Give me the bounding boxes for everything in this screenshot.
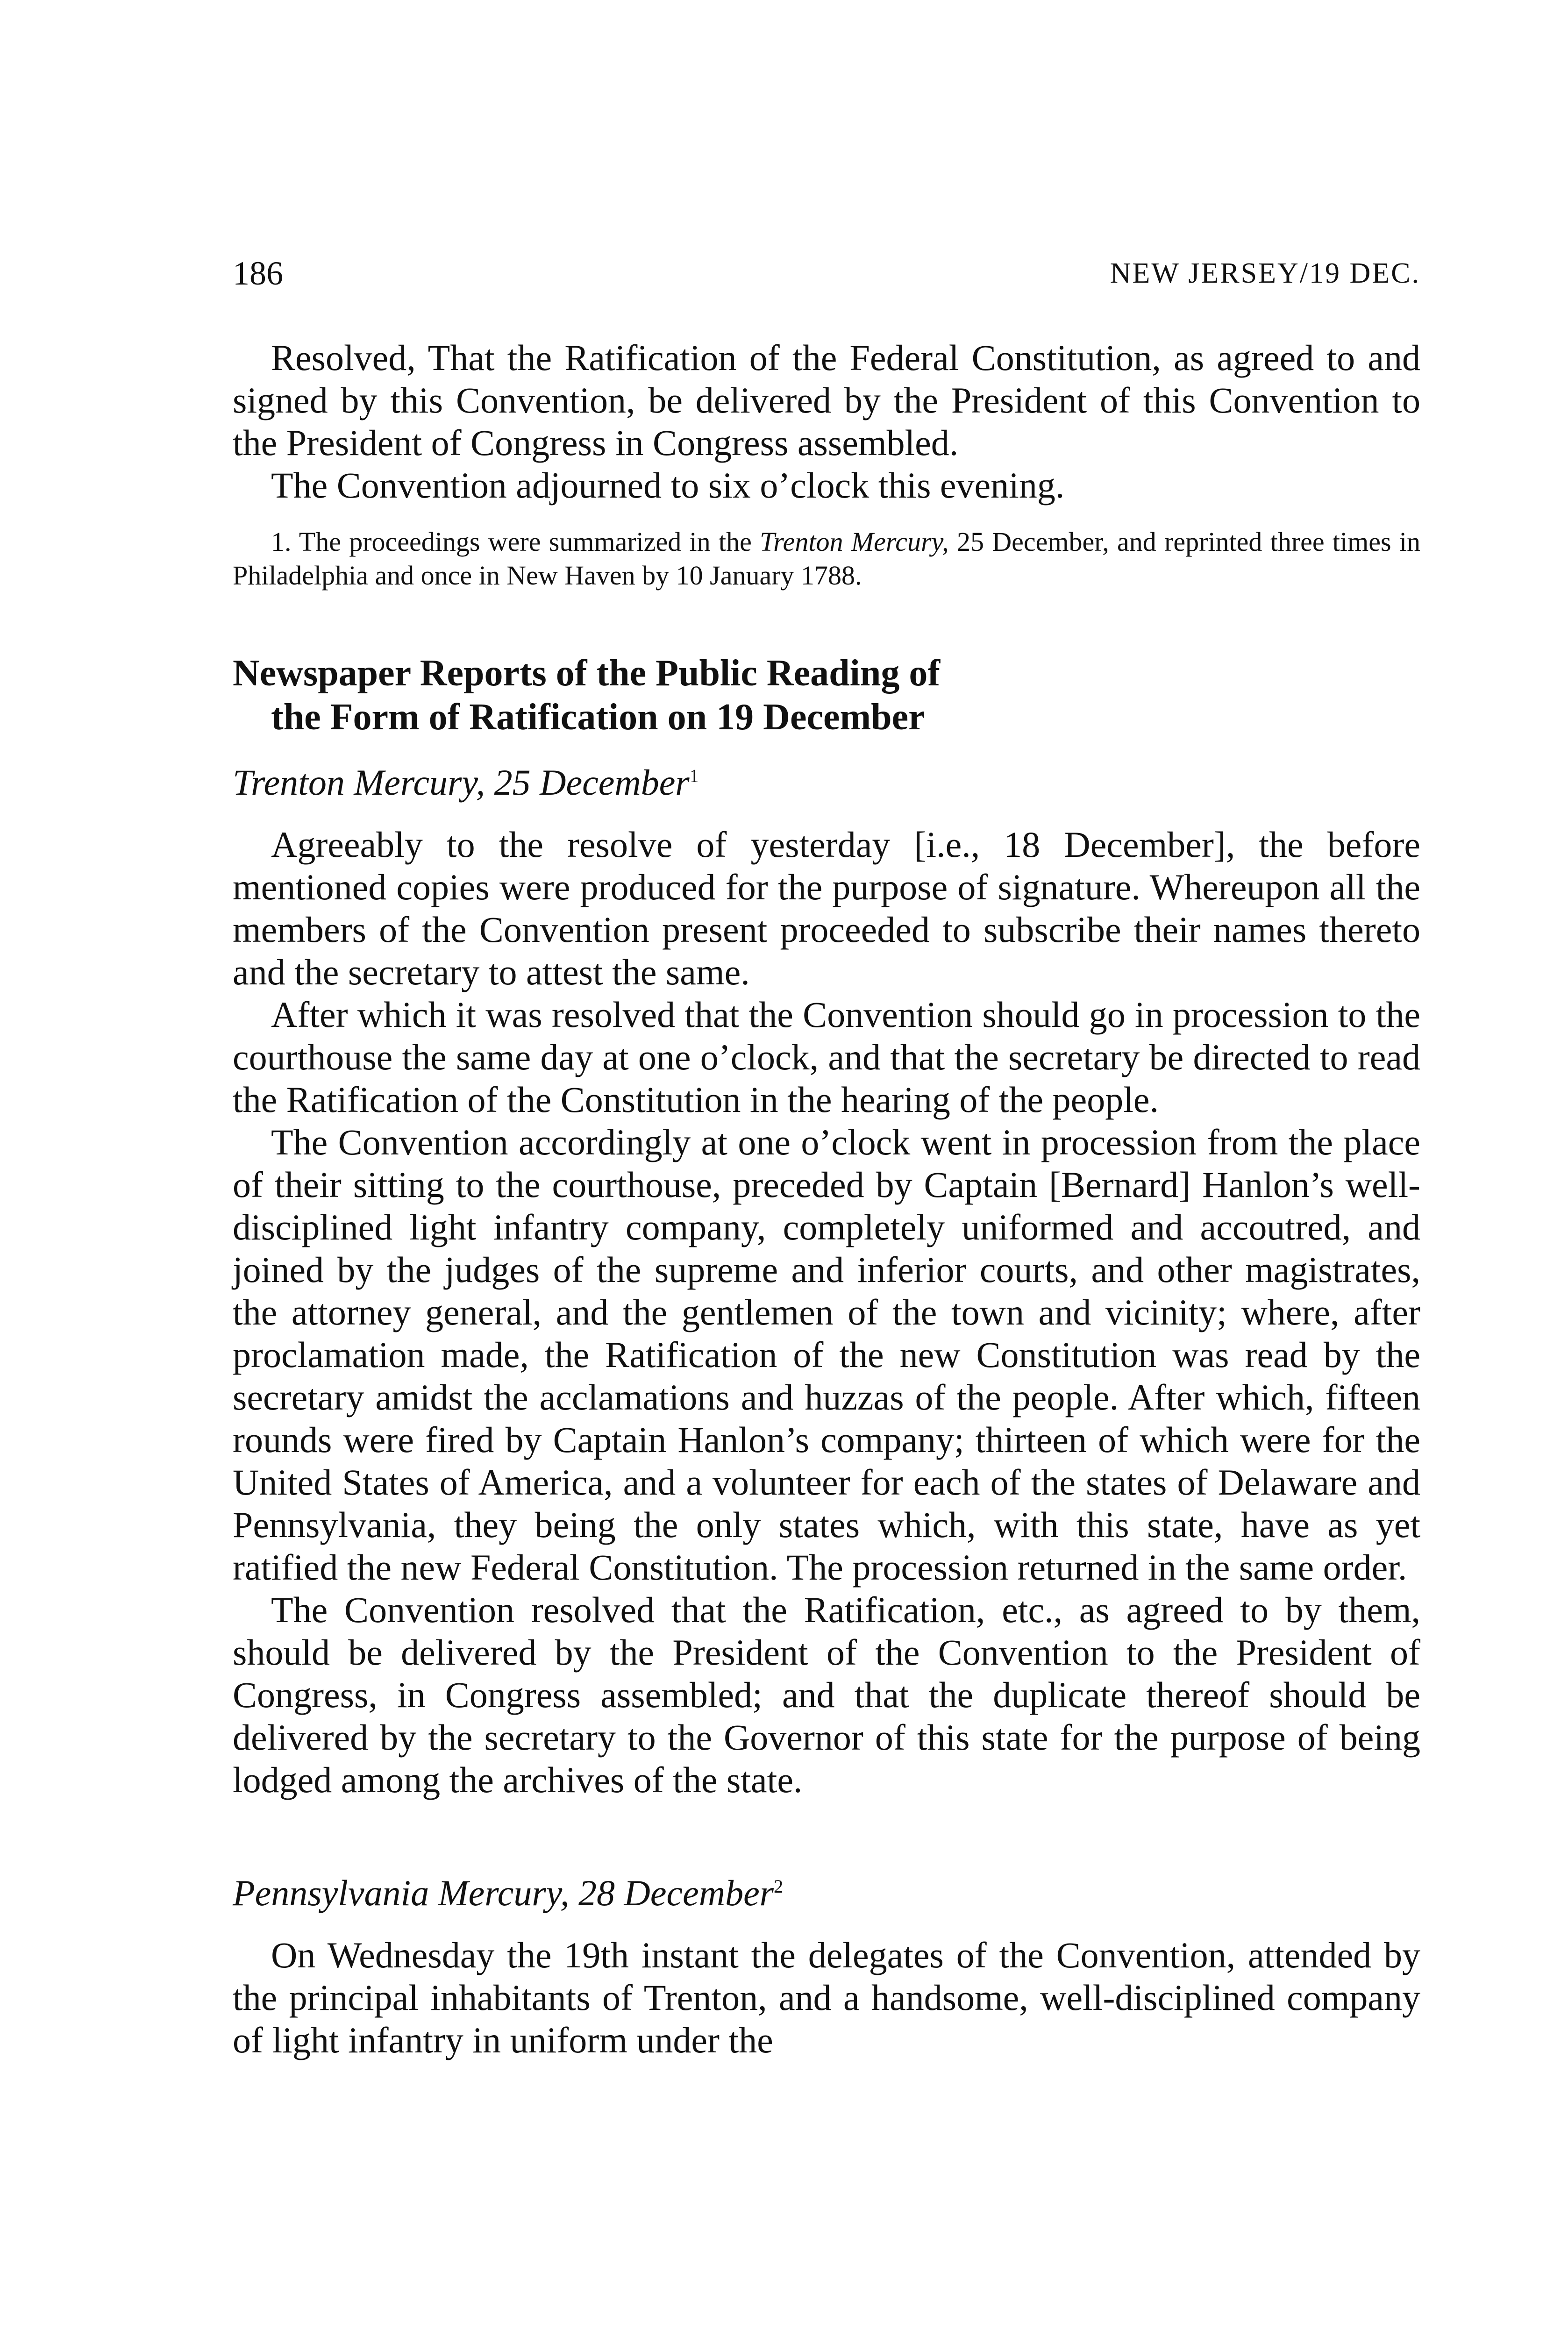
footnote-text-before: The proceedings were summarized in the bbox=[299, 527, 752, 557]
source-title-pennsylvania: Pennsylvania Mercury, 28 December bbox=[233, 1873, 774, 1913]
report-1-paragraph-2: After which it was resolved that the Convention should go in procession to the courthouse the same day at one o’clock, and that the secretary be directed to read the Ratification of the Constitution in the hearing of the people. bbox=[233, 994, 1420, 1120]
adjournment-paragraph: The Convention adjourned to six o’clock this evening. bbox=[271, 465, 1065, 506]
section-heading-line-2: the Form of Ratification on 19 December bbox=[271, 697, 925, 738]
text-column bbox=[233, 336, 1420, 2061]
report-2-paragraph-1: On Wednesday the 19th instant the delegates of the Convention, attended by the principal inhabitants of Trenton, and a handsome, well-disciplined company of light infantry in uniform under the bbox=[233, 1935, 1420, 2060]
section-heading-line-1: Newspaper Reports of the Public Reading of bbox=[233, 653, 941, 694]
footnote-number: 1. bbox=[271, 527, 292, 557]
footnote-publication: Trenton Mercury, bbox=[760, 527, 949, 557]
running-header bbox=[233, 252, 1420, 294]
footnote-mark-1: 1 bbox=[689, 765, 699, 786]
footnote-mark-2: 2 bbox=[774, 1876, 784, 1897]
footnote-text-after: 25 December, and reprinted three times in Philadelphia and once in New Haven by 10 January 1788. bbox=[233, 527, 1421, 591]
running-title: NEW JERSEY/19 DEC. bbox=[1110, 257, 1420, 289]
section-heading bbox=[233, 651, 1420, 739]
source-heading-pennsylvania bbox=[233, 1871, 1420, 1915]
report-1-paragraph-4: The Convention resolved that the Ratification, etc., as agreed to by them, should be delivered by the President of the Convention to the President of Congress, in Congress assembled; and that the duplicate thereof should be delivered by the secretary to the Governor of this state for the purpose of being lodged among the archives of the state. bbox=[233, 1589, 1420, 1800]
page-number: 186 bbox=[233, 255, 283, 292]
report-1-paragraph-3: The Convention accordingly at one o’clock went in procession from the place of their sitting to the courthouse, preceded by Captain [Bernard] Hanlon’s well-disciplined light infantry company, completely uniformed and accoutred, and joined by the judges of the supreme and inferior courts, and other magistrates, the attorney general, and the gentlemen of the town and vicinity; where, after proclamation made, the Ratification of the new Constitution was read by the secretary amidst the acclamations and huzzas of the people. After which, fifteen rounds were fired by Captain Hanlon’s company; thirteen of which were for the United States of America, and a volunteer for each of the states of Delaware and Pennsylvania, they being the only states which, with this state, have as yet ratified the new Federal Constitution. The procession returned in the same order. bbox=[233, 1122, 1420, 1588]
footnote-1 bbox=[233, 525, 1420, 592]
source-title-trenton: Trenton Mercury, 25 December bbox=[233, 762, 690, 803]
report-1-paragraph-1: Agreeably to the resolve of yesterday [i.e., 18 December], the before mentioned copies were produced for the purpose of signature. Whereupon all the members of the Convention present proceeded to subscribe their names thereto and the secretary to attest the same. bbox=[233, 824, 1420, 992]
source-heading-trenton bbox=[233, 761, 1420, 805]
resolution-paragraph: Resolved, That the Ratification of the Federal Constitution, as agreed to and signed by this Convention, be delivered by the President of this Convention to the President of Congress in Congress assembled. bbox=[233, 337, 1420, 463]
